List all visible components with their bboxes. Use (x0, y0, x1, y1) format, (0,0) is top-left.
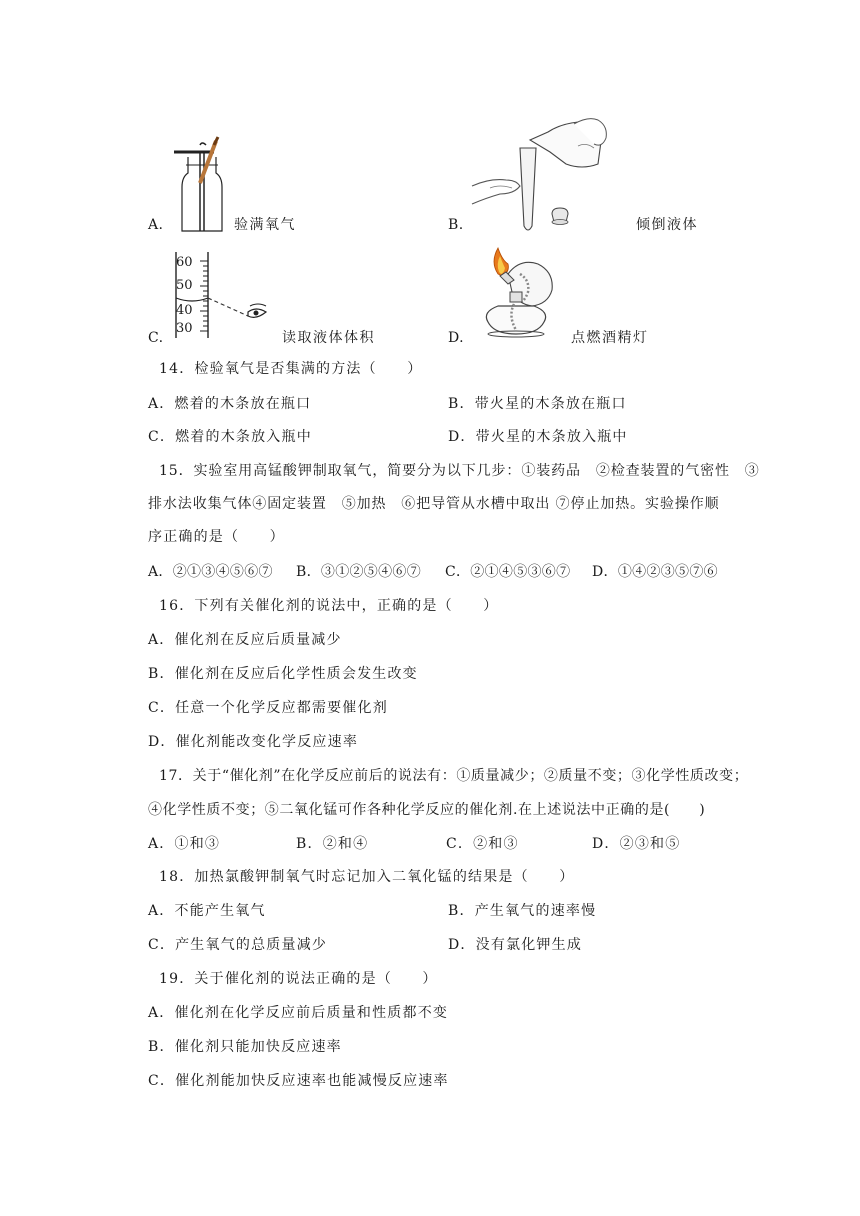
option-a: A．燃着的木条放在瓶口 (148, 396, 312, 412)
option-c: C．产生氧气的总质量减少 (148, 937, 328, 953)
question-stem: 16．下列有关催化剂的说法中，正确的是（ ） (159, 598, 499, 614)
option-caption: 读取液体体积 (282, 330, 375, 346)
option-letter: A. (148, 217, 164, 233)
option-c: C．任意一个化学反应都需要催化剂 (148, 700, 388, 716)
option-b: B．催化剂只能加快反应速率 (148, 1039, 342, 1055)
tick-label: 30 (176, 321, 193, 336)
option-b: B．②和④ (296, 836, 369, 852)
question-stem: 14．检验氧气是否集满的方法（ ） (159, 361, 423, 377)
pouring-liquid-icon (470, 108, 620, 233)
option-c: C．燃着的木条放入瓶中 (148, 429, 312, 445)
option-d: D．没有氯化钾生成 (448, 937, 583, 953)
option-caption: 验满氧气 (234, 217, 296, 233)
option-b: B．催化剂在反应后化学性质会发生改变 (148, 666, 418, 682)
tick-label: 40 (176, 303, 193, 318)
option-d: D．①④②③⑤⑦⑥ (592, 564, 718, 580)
option-a: A．①和③ (148, 836, 221, 852)
option-d: D．带火星的木条放入瓶中 (448, 429, 628, 445)
option-b: B．产生氧气的速率慢 (448, 903, 597, 919)
option-b: B．③①②⑤④⑥⑦ (296, 564, 421, 580)
option-a: A．催化剂在化学反应前后质量和性质都不变 (148, 1005, 449, 1021)
option-d: D．②③和⑤ (592, 836, 681, 852)
tick-label: 60 (176, 255, 193, 270)
option-caption: 点燃酒精灯 (571, 330, 649, 346)
option-letter: D. (448, 330, 464, 346)
option-caption: 倾倒液体 (636, 217, 698, 233)
question-stem-line: 15．实验室用高锰酸钾制取氧气，简要分为以下几步：①装药品 ②检查装置的气密性 ③ (159, 463, 760, 479)
option-letter: B. (448, 217, 464, 233)
option-c: C．②和③ (446, 836, 519, 852)
option-d: D．催化剂能改变化学反应速率 (148, 734, 359, 750)
option-a: A．②①③④⑤⑥⑦ (148, 564, 273, 580)
question-stem-line: ④化学性质不变；⑤二氧化锰可作各种化学反应的催化剂.在上述说法中正确的是( ) (148, 802, 706, 818)
question-stem: 19．关于催化剂的说法正确的是（ ） (159, 971, 438, 987)
option-a: A．不能产生氧气 (148, 903, 266, 919)
alcohol-lamp-icon (468, 244, 568, 344)
option-a: A．催化剂在反应后质量减少 (148, 632, 342, 648)
gas-bottle-with-splint-icon (170, 135, 230, 235)
question-stem: 18．加热氯酸钾制氧气时忘记加入二氧化锰的结果是（ ） (159, 869, 575, 885)
question-stem-line: 排水法收集气体④固定装置 ⑤加热 ⑥把导管从水槽中取出 ⑦停止加热。实验操作顺 (148, 496, 720, 512)
option-c: C．催化剂能加快反应速率也能减慢反应速率 (148, 1073, 449, 1089)
option-c: C．②①④⑤③⑥⑦ (445, 564, 571, 580)
option-letter: C. (148, 330, 164, 346)
question-stem-line: 17．关于“催化剂”在化学反应前后的说法有：①质量减少；②质量不变；③化学性质改变； (159, 768, 749, 784)
question-stem-line: 序正确的是（ ） (148, 529, 285, 545)
tick-label: 50 (176, 278, 193, 293)
option-b: B．带火星的木条放在瓶口 (448, 396, 627, 412)
